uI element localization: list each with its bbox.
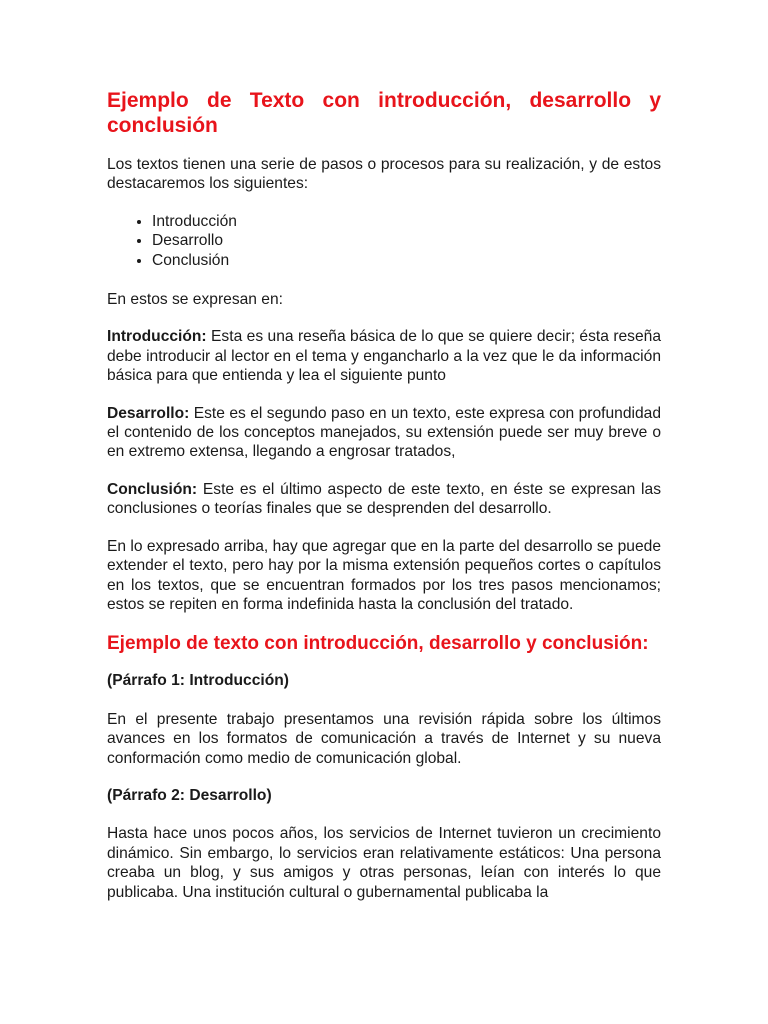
intro-paragraph: Los textos tienen una serie de pasos o procesos para su realización, y de estos destacaremos los siguientes:	[107, 156, 661, 193]
definition-desarrollo	[107, 404, 661, 462]
paragraph1-text: En el presente trabajo presentamos una revisión rápida sobre los últimos avances en los formatos de comunicación a través de Internet y su nueva conformación como medio de comunicación global.	[107, 710, 661, 767]
definition-text: Este es el último aspecto de este texto, en éste se expresan las conclusiones o teorías finales que se desprenden del desarrollo.	[107, 480, 661, 518]
list-item: • Introducción	[152, 212, 661, 231]
document-page	[107, 88, 661, 920]
definition-term: Desarrollo:	[107, 404, 190, 422]
definition-text: Este es el segundo paso en un texto, este expresa con profundidad el contenido de los conceptos manejados, su extensión puede ser muy breve o en extremo extensa, llegando a engrosar tratados,	[107, 404, 661, 461]
document-title	[107, 88, 661, 138]
lead-in-paragraph: En estos se expresan en:	[107, 291, 283, 309]
definition-term: Introducción:	[107, 328, 207, 346]
note-paragraph: En lo expresado arriba, hay que agregar que en la parte del desarrollo se puede extender el texto, pero hay por la misma extensión pequeños cortes o capítulos en los textos, que se encuentran formados por los tres pasos mencionamos; estos se repiten en forma indefinida hasta la conclusión del tratado.	[107, 537, 661, 613]
paragraph2-text: Hasta hace unos pocos años, los servicios de Internet tuvieron un crecimiento dinámico. Sin embargo, lo servicios eran relativamente estáticos: Una persona creaba un blog, y sus amigos y otras personas, leían con interés lo que publicaba. Una institución cultural o gubernamental publicaba la	[107, 825, 661, 901]
definition-text: Esta es una reseña básica de lo que se quiere decir; ésta reseña debe introducir al lector en el tema y engancharlo a la vez que le da información básica para que entienda y lea el siguiente punto	[107, 328, 661, 385]
definition-term: Conclusión:	[107, 480, 198, 498]
steps-list	[107, 212, 661, 270]
definition-conclusion	[107, 480, 661, 519]
example-heading: Ejemplo de texto con introducción, desarrollo y conclusión:	[107, 633, 649, 655]
document-title-line2: conclusión	[107, 114, 218, 137]
list-item: • Desarrollo	[152, 231, 661, 250]
definition-introduccion	[107, 327, 661, 385]
list-item: • Conclusión	[152, 251, 661, 270]
document-title-line1: Ejemplo de Texto con introducción, desarrollo y	[107, 89, 661, 112]
paragraph1-label: (Párrafo 1: Introducción)	[107, 672, 289, 690]
paragraph2-label: (Párrafo 2: Desarrollo)	[107, 786, 272, 804]
